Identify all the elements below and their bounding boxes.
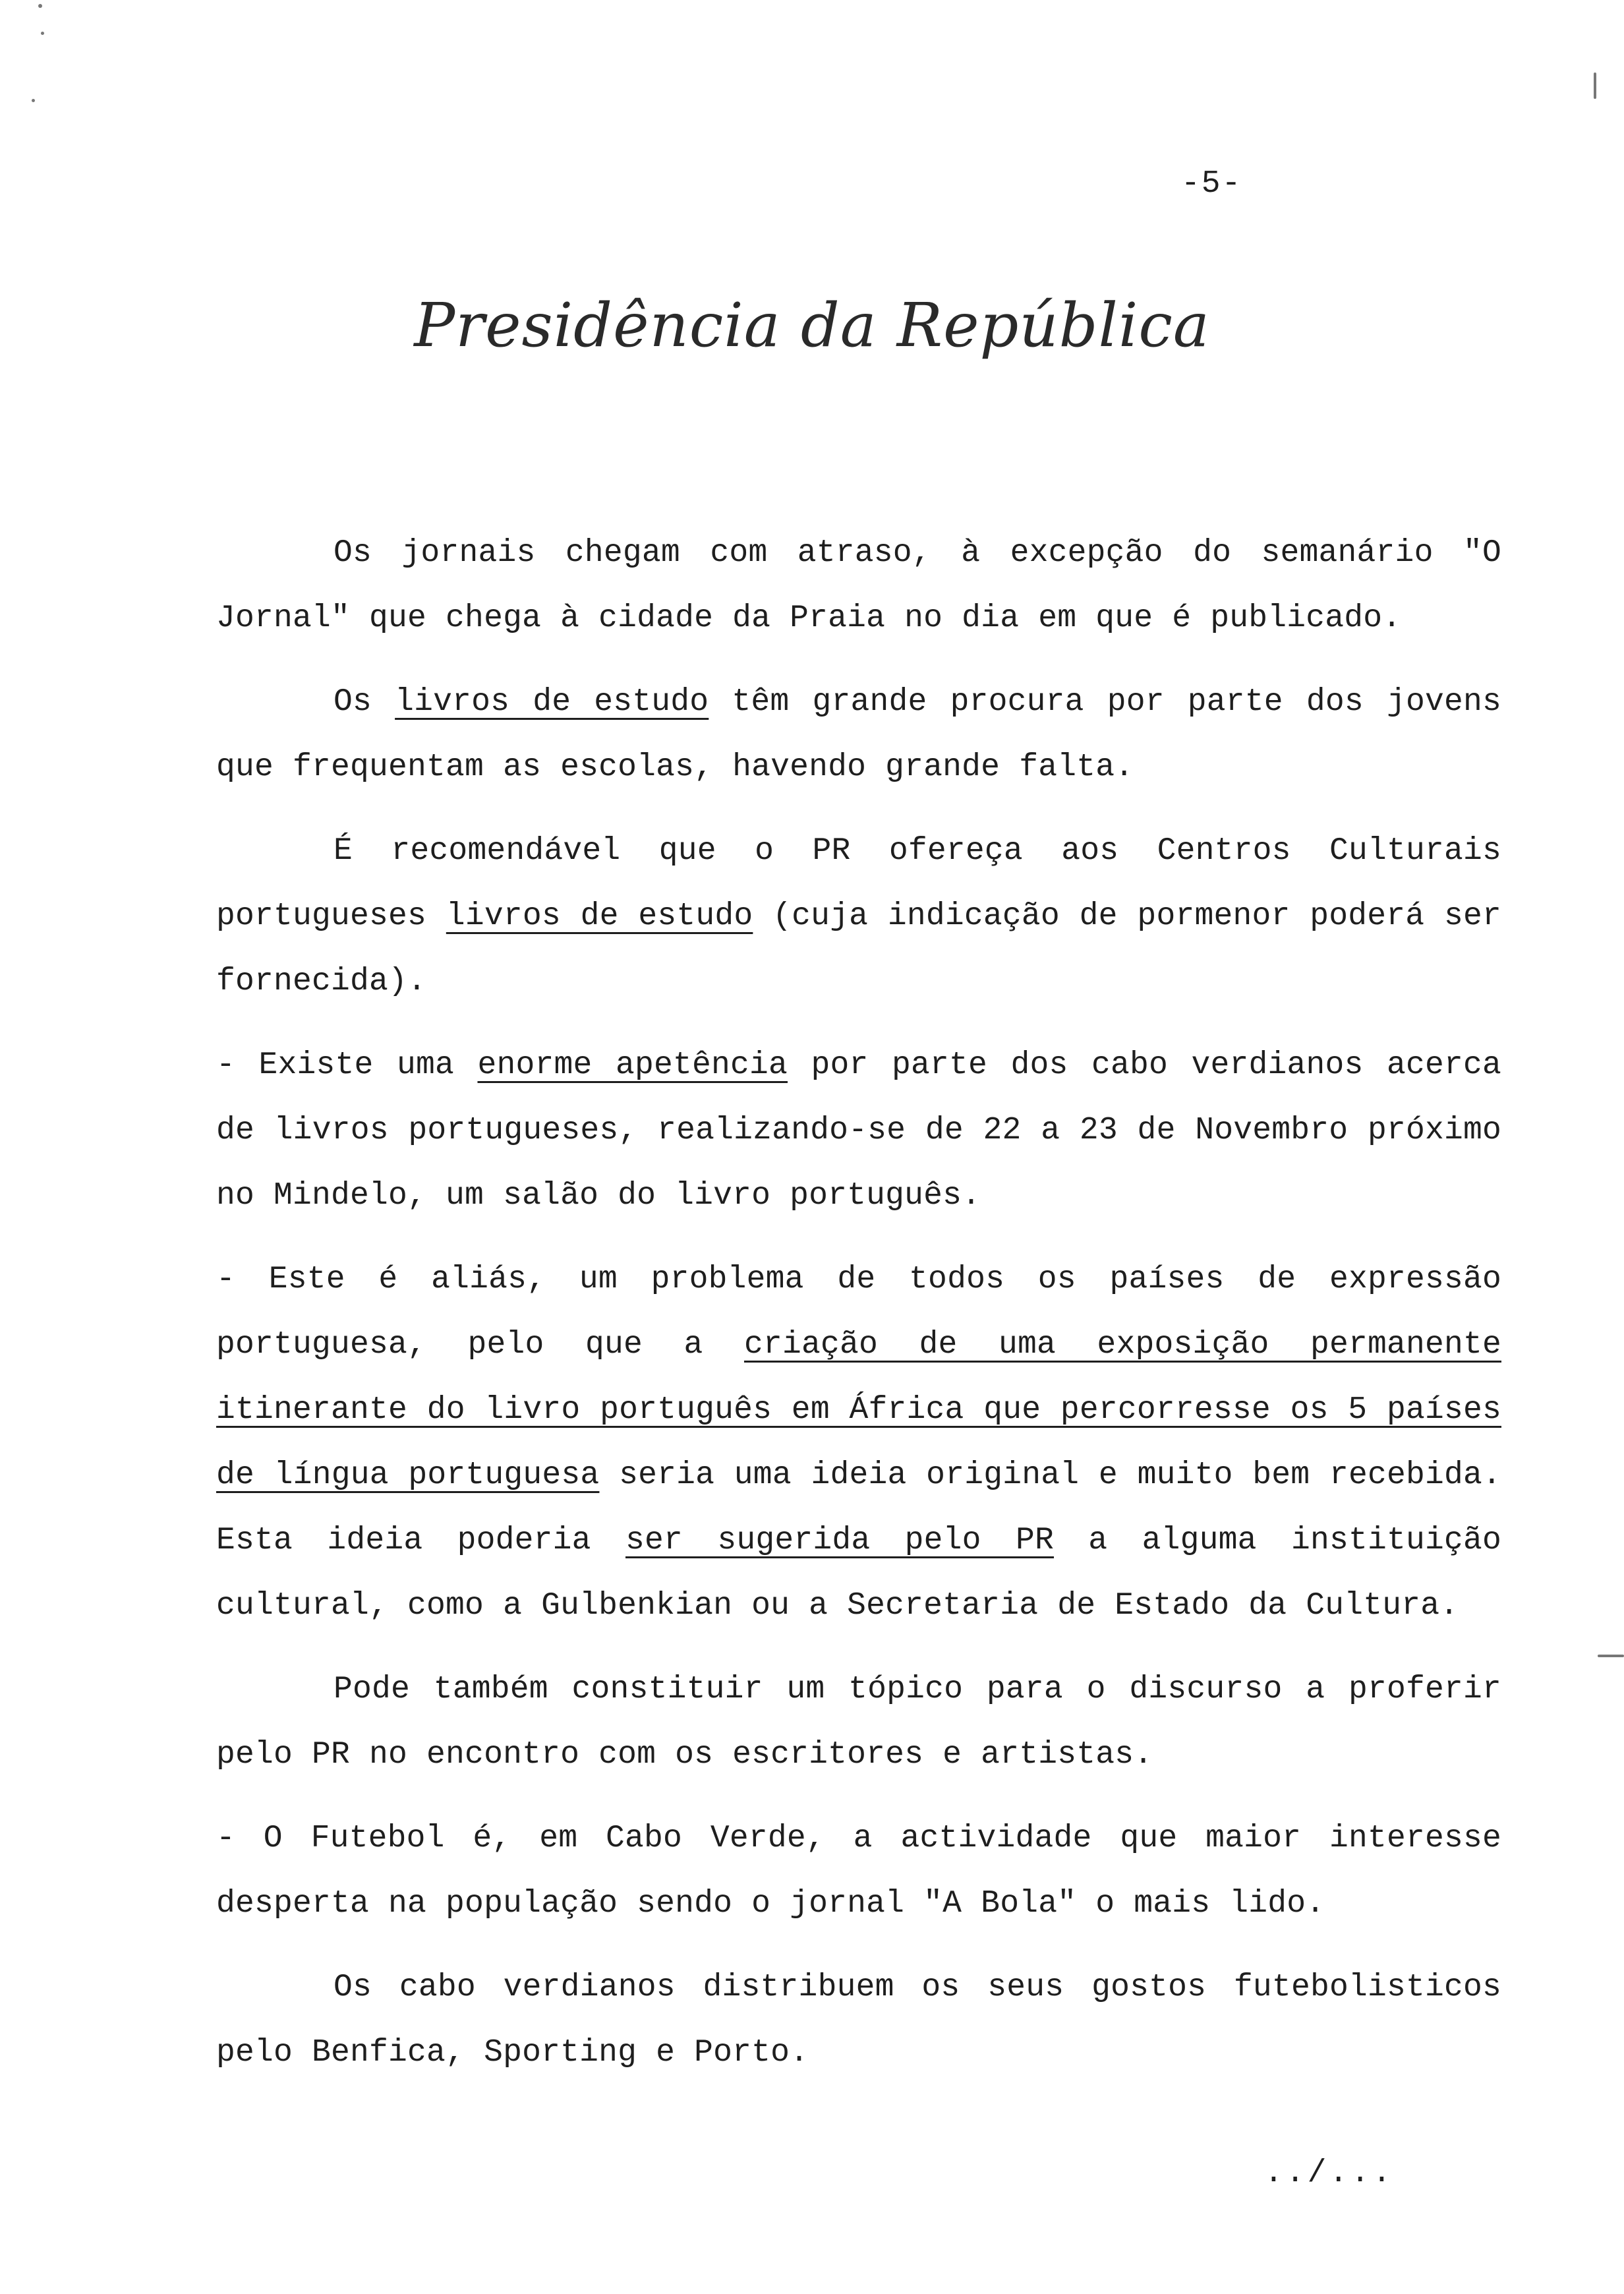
letterhead-presidencia: Presidência da República <box>414 290 1210 361</box>
underlined-text: ser sugerida pelo PR <box>625 1523 1054 1558</box>
paragraph-text: por parte dos cabo verdianos acerca de livros portugueses, realizando-se de 22 a 23 de Novembro próximo no Mindelo, um salão do livro português. <box>216 1047 1501 1214</box>
paragraph-p2 <box>216 670 1501 800</box>
underlined-text: livros de estudo <box>446 898 753 934</box>
scan-speck <box>38 4 42 8</box>
paragraph-text: - Este é aliás, um problema de todos os países de expressão portuguesa, pelo que a <box>216 1262 1501 1363</box>
paragraph-text: seria uma ideia original e muito bem recebida. Esta ideia poderia <box>216 1457 1501 1558</box>
underlined-text: criação de uma exposição permanente itinerante do livro português em África que percorresse os 5 países de língua portuguesa <box>216 1327 1501 1493</box>
paragraph-text: Pode também constituir um tópico para o discurso a proferir pelo PR no encontro com os escritores e artistas. <box>216 1672 1501 1773</box>
paragraph-text: É recomendável que o PR ofereça aos Centros Culturais portugueses <box>216 833 1501 934</box>
paragraph-text: (cuja indicação de pormenor poderá ser fornecida). <box>216 898 1502 999</box>
document-body <box>216 521 1501 2104</box>
page-number: -5- <box>1181 166 1242 202</box>
underlined-text: enorme apetência <box>477 1047 788 1083</box>
paragraph-text: a alguma instituição cultural, como a Gulbenkian ou a Secretaria de Estado da Cultura. <box>216 1523 1501 1624</box>
scan-speck <box>41 32 44 35</box>
scan-speck <box>32 99 35 102</box>
paragraph-p5 <box>216 1247 1501 1639</box>
continuation-mark: ../... <box>1264 2156 1394 2191</box>
paragraph-p3 <box>216 819 1501 1015</box>
paragraph-text: - O Futebol é, em Cabo Verde, a actividade que maior interesse desperta na população sendo o jornal "A Bola" o mais lido. <box>216 1821 1501 1922</box>
paragraph-text: Os cabo verdianos distribuem os seus gostos futebolisticos pelo Benfica, Sporting e Porto. <box>216 1970 1501 2071</box>
paragraph-text: Os jornais chegam com atraso, à excepção do semanário "O Jornal" que chega à cidade da Praia no dia em que é publicado. <box>216 535 1501 636</box>
paragraph-p6 <box>216 1657 1501 1788</box>
paragraph-p4 <box>216 1033 1501 1229</box>
scan-speck <box>1594 73 1596 99</box>
paragraph-text: Os <box>334 684 395 720</box>
paragraph-p1 <box>216 521 1501 651</box>
scan-speck <box>1598 1655 1624 1657</box>
paragraph-text: - Existe uma <box>216 1047 478 1083</box>
paragraph-p7 <box>216 1806 1501 1937</box>
paragraph-text: têm grande procura por parte dos jovens que frequentam as escolas, havendo grande falta. <box>216 684 1502 785</box>
underlined-text: livros de estudo <box>395 684 709 720</box>
paragraph-p8 <box>216 1955 1501 2086</box>
